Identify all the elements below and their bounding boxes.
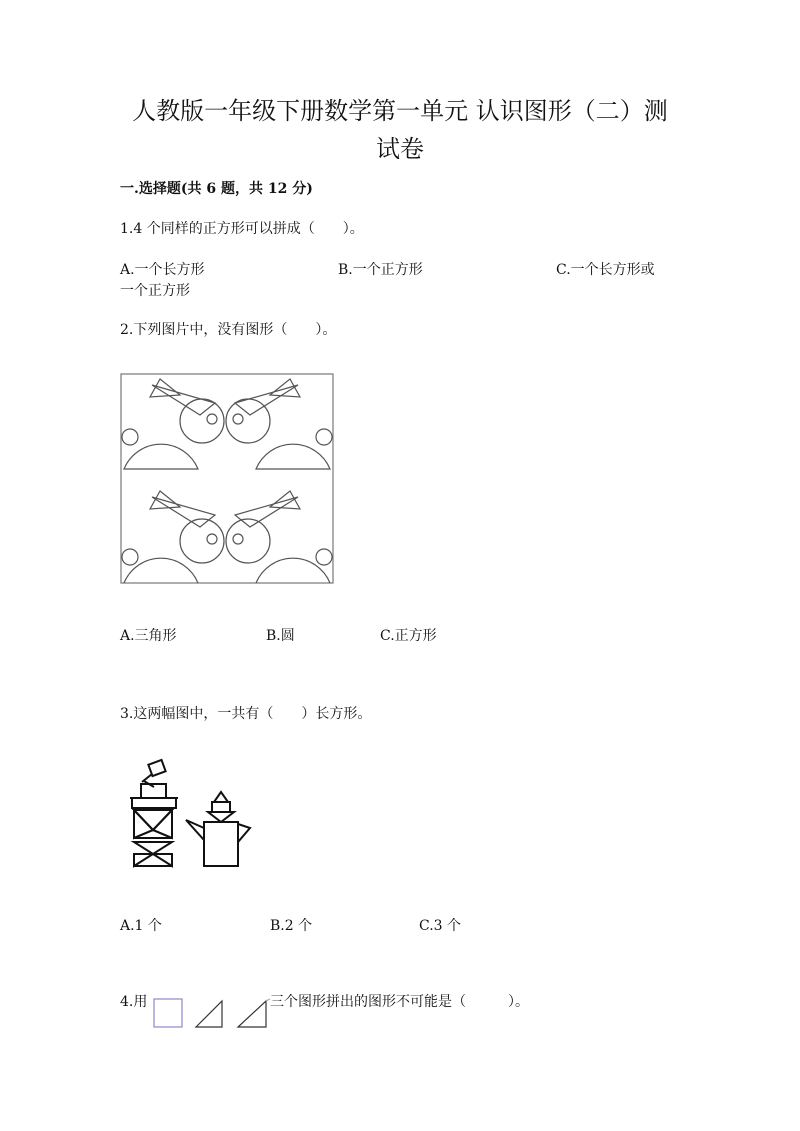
question-3-option-a[interactable]: A.1 个 — [120, 918, 162, 934]
question-2-option-a[interactable]: A.三角形 — [120, 628, 177, 644]
question-1-option-a[interactable]: A.一个长方形 — [120, 262, 205, 278]
question-1-option-b[interactable]: B.一个正方形 — [338, 262, 423, 278]
question-1-option-c[interactable]: C.一个长方形或 — [556, 262, 655, 278]
question-2-option-c[interactable]: C.正方形 — [380, 628, 437, 644]
section-heading: 一.选择题(共 6 题，共 12 分) — [120, 181, 313, 197]
question-3-option-b[interactable]: B.2 个 — [270, 918, 313, 934]
page-title — [110, 92, 690, 168]
question-3-option-c[interactable]: C.3 个 — [419, 918, 462, 934]
question-4-suffix: 三个图形拼出的图形不可能是（ ）。 — [270, 994, 529, 1010]
question-2-option-b[interactable]: B.圆 — [266, 628, 295, 644]
robot-and-teapot-figure — [124, 758, 264, 873]
question-1-stem: 1.4 个同样的正方形可以拼成（ ）。 — [120, 221, 364, 237]
question-2-stem: 2.下列图片中，没有图形（ ）。 — [120, 322, 337, 338]
question-3-stem: 3.这两幅图中，一共有（ ）长方形。 — [120, 706, 372, 722]
title-line-1: 人教版一年级下册数学第一单元 认识图形（二）测 — [132, 97, 668, 125]
question-4-prefix: 4.用 — [120, 994, 148, 1010]
question-1-option-c-continued: 一个正方形 — [120, 283, 190, 299]
title-line-2: 试卷 — [376, 135, 424, 163]
rabbits-figure — [120, 373, 336, 585]
three-shapes-figure — [152, 997, 272, 1029]
